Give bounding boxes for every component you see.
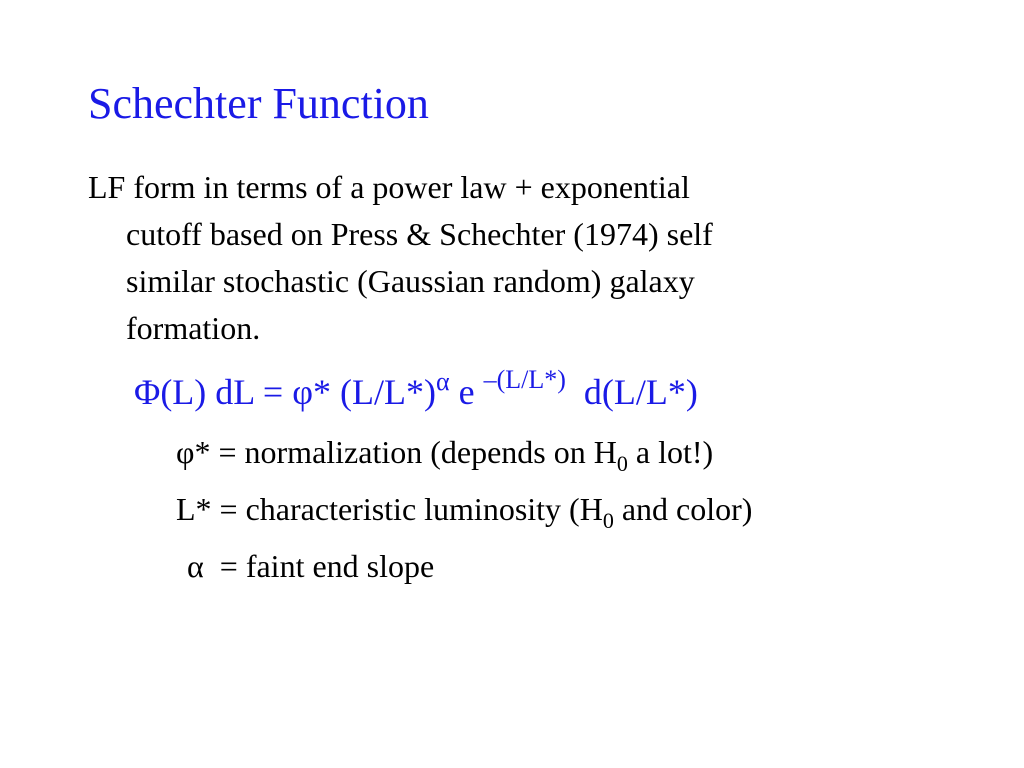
slide-title: Schechter Function	[88, 79, 429, 128]
intro-paragraph	[88, 164, 888, 352]
equation-rhs: d(L/L*)	[565, 372, 698, 412]
paragraph-line: cutoff based on Press & Schechter (1974) self	[126, 216, 713, 252]
definition-text: L* = characteristic luminosity (H	[176, 491, 603, 527]
equation-lhs: Φ(L) dL = φ* (L/L*)	[134, 372, 436, 412]
equation-alpha-exponent: α	[435, 367, 450, 396]
definition-subscript: 0	[602, 508, 614, 533]
definition-phi-star	[176, 432, 714, 476]
definition-alpha	[187, 546, 434, 586]
paragraph-line: formation.	[126, 310, 261, 346]
definition-text: α = faint end slope	[187, 548, 435, 584]
definition-subscript: 0	[616, 451, 628, 476]
definition-text: and color)	[613, 491, 753, 527]
paragraph-line: similar stochastic (Gaussian random) galaxy	[126, 263, 695, 299]
schechter-equation	[134, 365, 698, 420]
equation-exp-exponent: –(L/L*)	[483, 365, 566, 394]
definition-l-star	[176, 489, 753, 533]
definition-text: a lot!)	[627, 434, 714, 470]
equation-exp-base: e	[449, 372, 484, 412]
definition-text: φ* = normalization (depends on H	[176, 434, 617, 470]
paragraph-line: LF form in terms of a power law + exponential	[88, 169, 690, 205]
